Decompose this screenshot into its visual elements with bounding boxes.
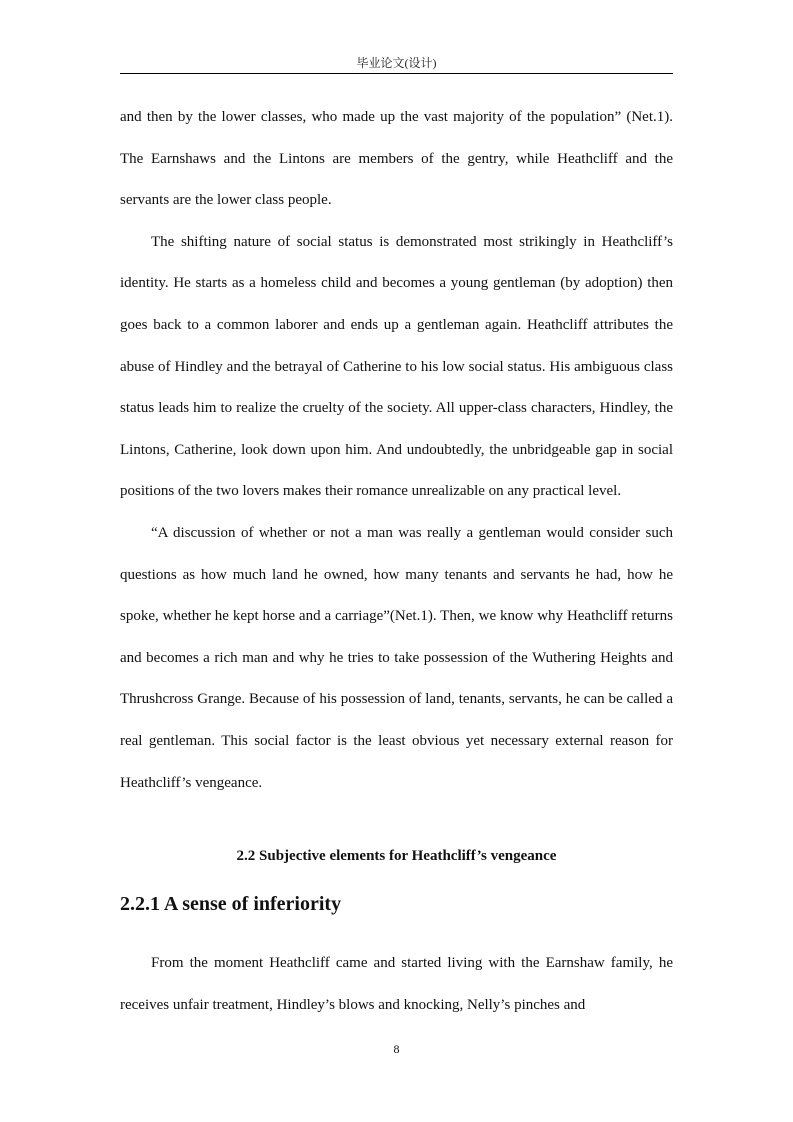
paragraph-continuation xyxy=(120,97,673,222)
text-line: “A discussion of whether or not a man was really a gentleman would consider xyxy=(151,524,641,541)
text-line: From the moment Heathcliff came and started living with the Earnshaw family, xyxy=(151,955,653,971)
text-line: he receives unfair treatment, Hindley’s blows and knocking, Nelly’s pinches and xyxy=(120,955,674,1013)
text-line: (by adoption) then goes back to a common laborer and ends up a gentleman again. xyxy=(120,275,674,333)
text-line: All upper-class characters, Hindley, the Lintons, Catherine, look down upon him. And xyxy=(120,400,673,458)
text-line: Heathcliff’s identity. He starts as a homeless child and becomes a young gentleman xyxy=(120,233,673,292)
text-line: undoubtedly, the unbridgeable gap in social positions of the two lovers makes their xyxy=(120,441,674,500)
text-line: romance unrealizable on any practical level. xyxy=(356,483,622,500)
body-text xyxy=(120,97,673,804)
page-number: 8 xyxy=(393,1042,400,1056)
text-line: and the servants are the lower class people. xyxy=(120,150,674,209)
text-line: how he spoke, whether he kept horse and a carriage”(Net.1). Then, we know why xyxy=(120,566,673,625)
page-header: 毕业论文(设计) xyxy=(356,56,437,70)
text-line: such questions as how much land he owned, how many tenants and servants he had, xyxy=(120,524,673,583)
text-line: and then by the lower classes, who made up the vast majority of the population” xyxy=(120,109,622,125)
text-line: (Net.1). The Earnshaws and the Lintons are members of the gentry, while Heathcliff xyxy=(120,109,673,167)
subsection-heading: 2.2.1 A sense of inferiority xyxy=(120,893,342,915)
text-line: Wuthering Heights and Thrushcross Grange. Because of his possession of land, xyxy=(120,649,673,708)
paragraph-inferiority xyxy=(120,943,673,1026)
body-text-continued xyxy=(120,943,673,1026)
text-line: tenants, servants, he can be called a real gentleman. This social factor is the least xyxy=(120,691,673,749)
section-heading: 2.2 Subjective elements for Heathcliff’s vengeance xyxy=(236,848,557,864)
paragraph-social-status xyxy=(120,222,673,513)
text-line: obvious yet necessary external reason for Heathcliff’s vengeance. xyxy=(120,732,673,791)
text-line: Heathcliff attributes the abuse of Hindley and the betrayal of Catherine to his low xyxy=(120,316,674,375)
text-line: Heathcliff returns and becomes a rich man and why he tries to take possession of the xyxy=(120,608,673,666)
text-line: social status. His ambiguous class status leads him to realize the cruelty of the society. xyxy=(120,358,673,417)
paragraph-gentleman-quote xyxy=(120,513,673,804)
text-line: The shifting nature of social status is demonstrated most strikingly in xyxy=(151,233,595,250)
header-rule xyxy=(120,73,673,74)
